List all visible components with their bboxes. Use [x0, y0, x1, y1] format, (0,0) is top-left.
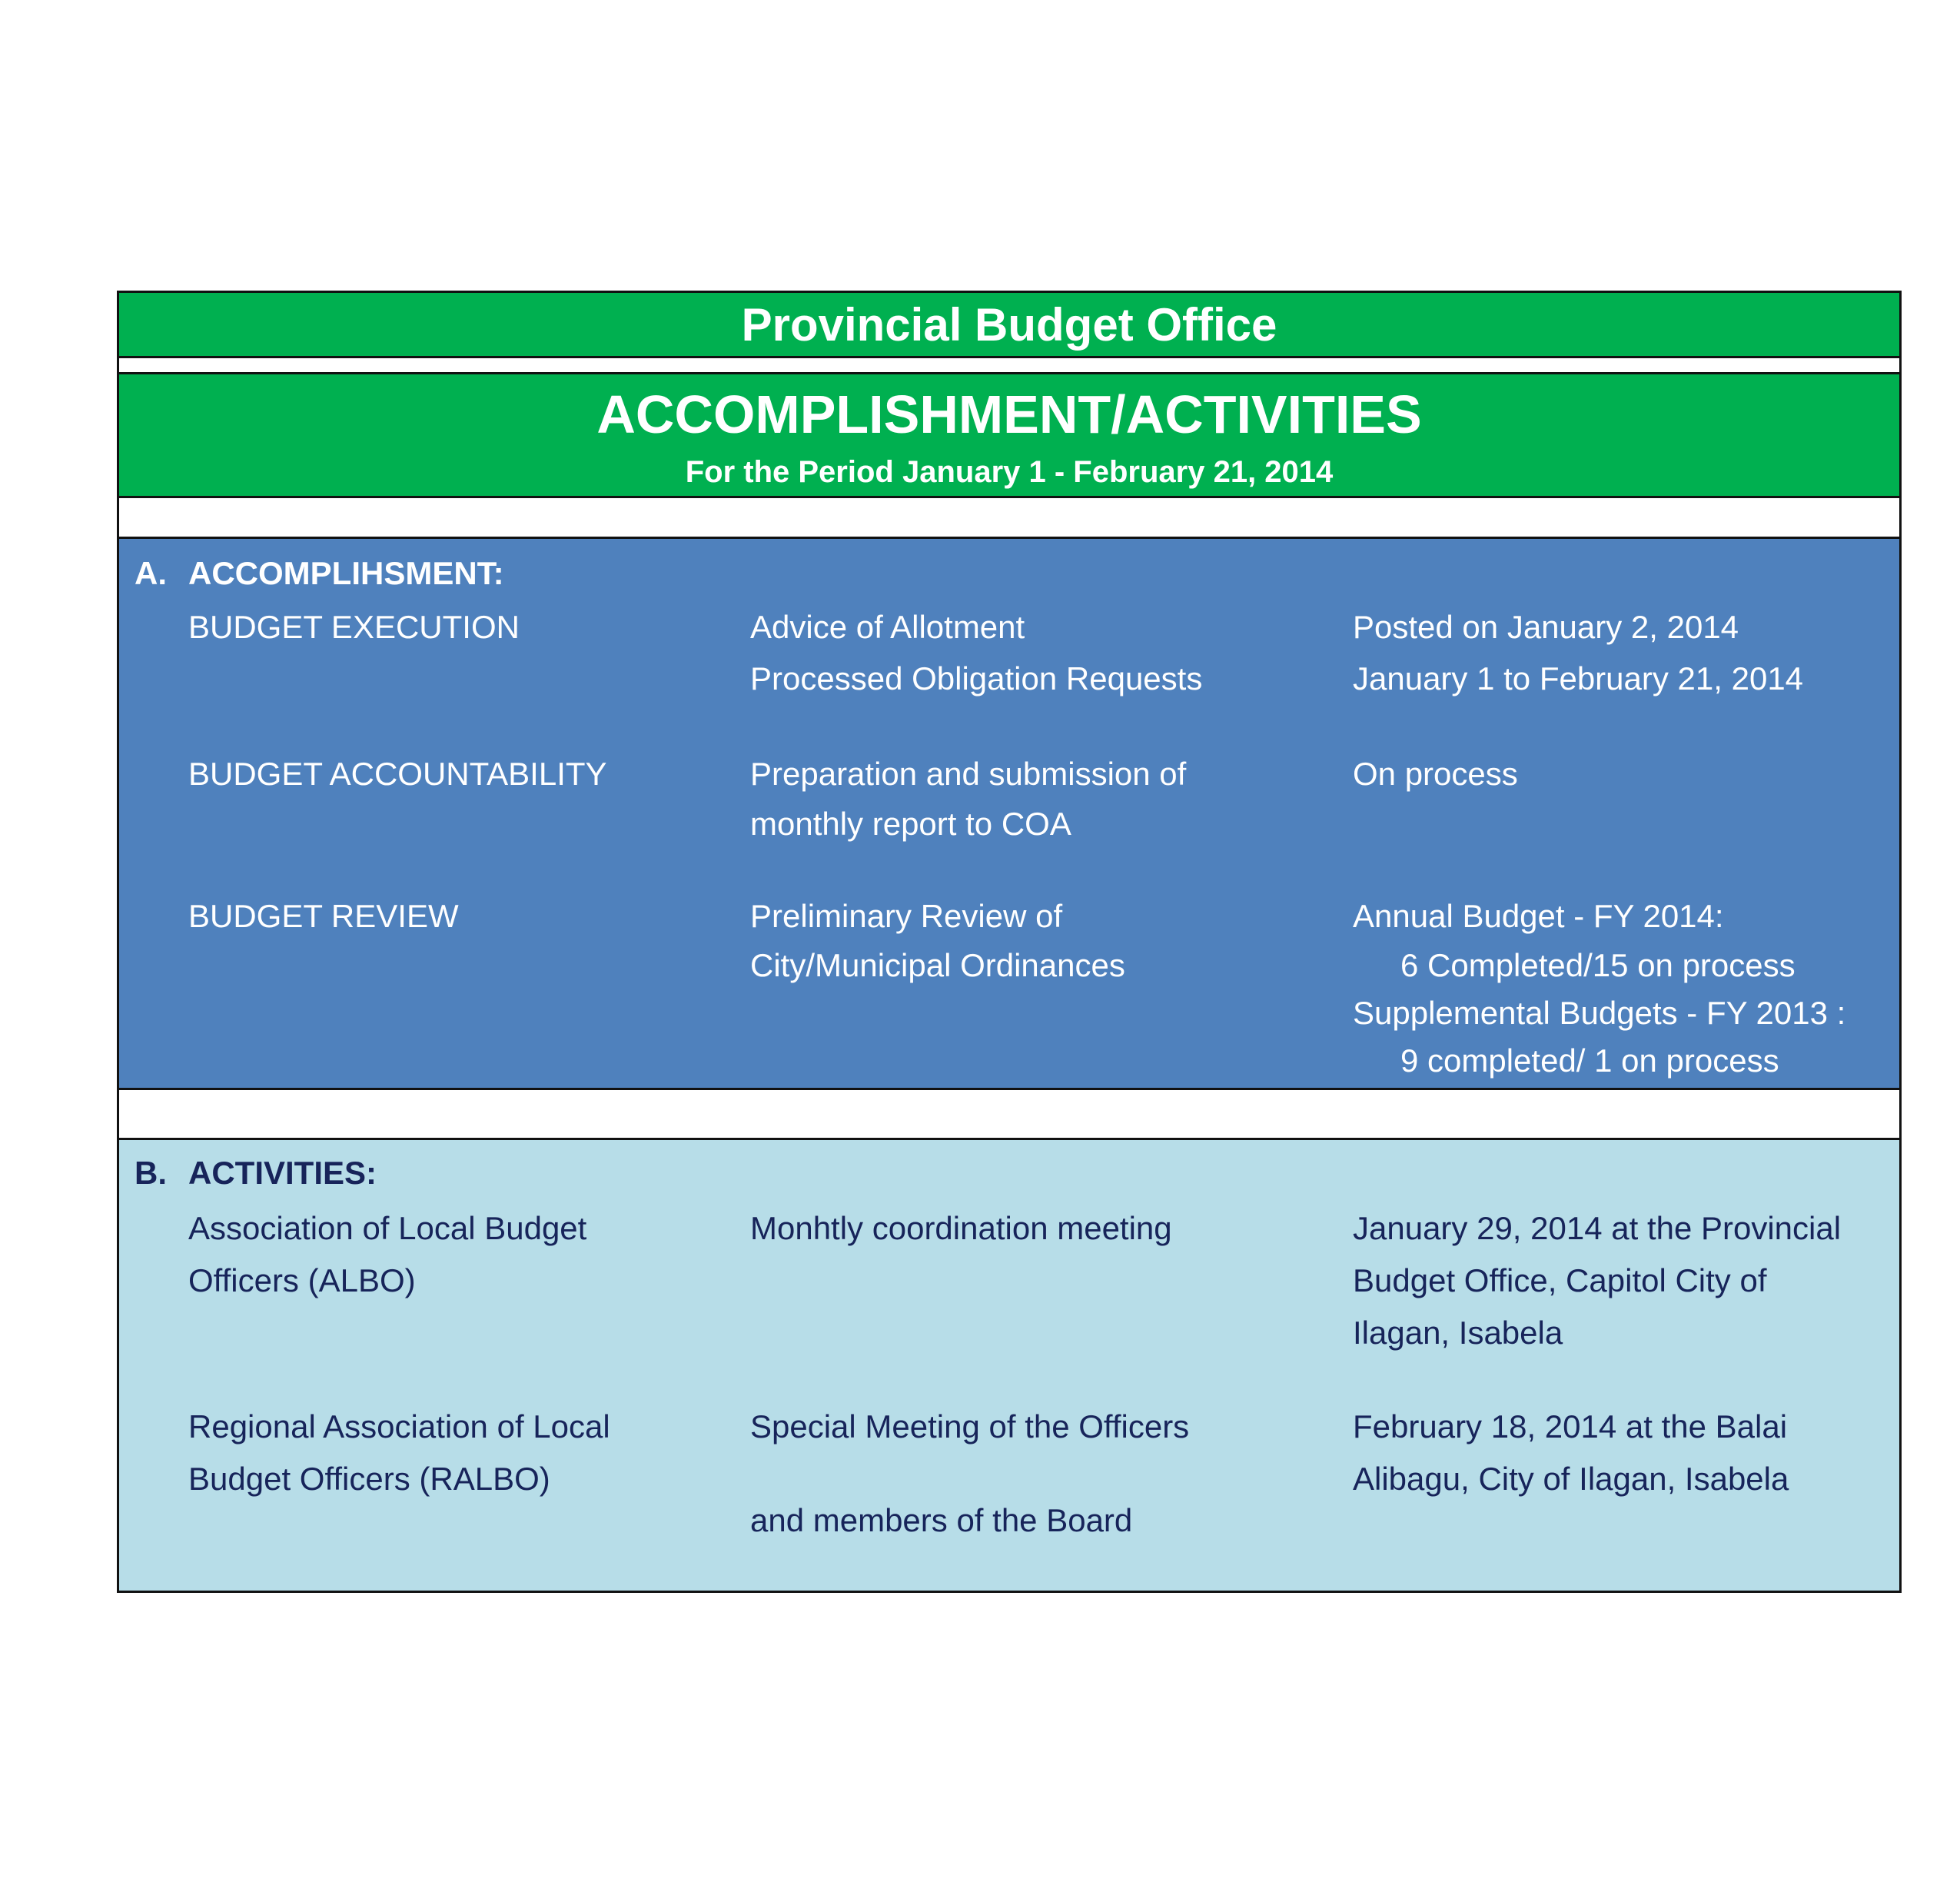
status-line: Annual Budget - FY 2014: — [1353, 898, 1724, 934]
status-line: 9 completed/ 1 on process — [1400, 1042, 1779, 1079]
activities-section — [119, 1138, 1899, 1591]
status-line: On process — [1353, 756, 1518, 792]
category-line: Association of Local Budget — [188, 1210, 587, 1246]
category-budget-accountability: BUDGET ACCOUNTABILITY — [188, 756, 607, 792]
section-b-heading: ACTIVITIES: — [188, 1155, 377, 1191]
section-a-letter: A. — [135, 555, 167, 591]
accomplishment-section — [119, 537, 1899, 1090]
category-budget-review: BUDGET REVIEW — [188, 898, 459, 934]
activity-line: and members of the Board — [750, 1502, 1133, 1538]
activity-line: Preliminary Review of — [750, 898, 1063, 934]
status-line: Supplemental Budgets - FY 2013 : — [1353, 995, 1846, 1031]
status-line: January 1 to February 21, 2014 — [1353, 660, 1804, 696]
category-line: Officers (ALBO) — [188, 1262, 416, 1298]
report-header-band — [119, 372, 1899, 498]
activity-line: Special Meeting of the Officers — [750, 1408, 1190, 1445]
status-line: Posted on January 2, 2014 — [1353, 609, 1739, 645]
report-period: For the Period January 1 - February 21, 2014 — [685, 455, 1334, 489]
status-line: Ilagan, Isabela — [1353, 1315, 1563, 1351]
report-frame — [117, 291, 1902, 1593]
status-line: Budget Office, Capitol City of — [1353, 1262, 1767, 1298]
section-b-letter: B. — [135, 1155, 167, 1191]
activity-line: Processed Obligation Requests — [750, 660, 1203, 696]
category-line: Budget Officers (RALBO) — [188, 1461, 550, 1497]
status-line: January 29, 2014 at the Provincial — [1353, 1210, 1842, 1246]
category-budget-execution: BUDGET EXECUTION — [188, 609, 520, 645]
report-title: ACCOMPLISHMENT/ACTIVITIES — [596, 384, 1422, 444]
activity-line: City/Municipal Ordinances — [750, 947, 1125, 983]
activity-line: Preparation and submission of — [750, 756, 1187, 792]
status-line: February 18, 2014 at the Balai — [1353, 1408, 1788, 1445]
spacer — [119, 358, 1899, 374]
category-line: Regional Association of Local — [188, 1408, 610, 1445]
activity-line: Advice of Allotment — [750, 609, 1025, 645]
activity-line: monthly report to COA — [750, 806, 1071, 842]
status-line: Alibagu, City of Ilagan, Isabela — [1353, 1461, 1789, 1497]
activity-line: Monhtly coordination meeting — [750, 1210, 1172, 1246]
section-a-heading: ACCOMPLIHSMENT: — [188, 555, 504, 591]
office-title: Provincial Budget Office — [741, 298, 1277, 351]
spacer — [119, 1090, 1899, 1138]
spacer — [119, 498, 1899, 537]
status-line: 6 Completed/15 on process — [1400, 947, 1796, 983]
office-title-band — [119, 293, 1899, 358]
